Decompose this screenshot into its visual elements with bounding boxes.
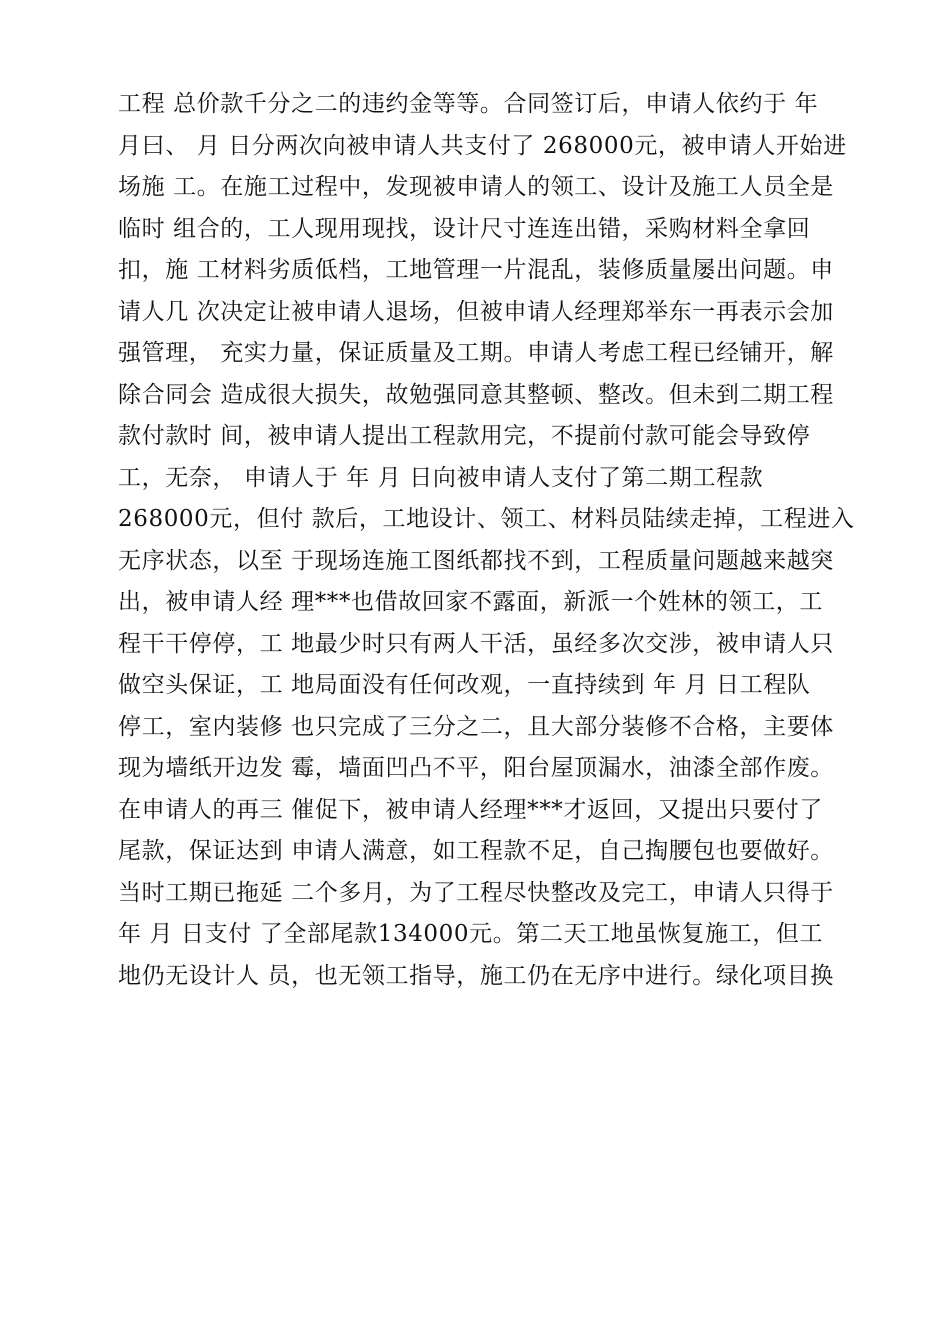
text-line: 出，被申请人经 理***也借故回家不露面，新派一个姓林的领工，工 [118, 589, 824, 615]
body-text [118, 84, 858, 997]
text-line: 工程 总价款千分之二的违约金等等。合同签订后，申请人依约于 年 [118, 91, 819, 117]
text-line: 尾款，保证达到 申请人满意，如工程款不足，自己掏腰包也要做好。 [118, 838, 834, 864]
text-line: 月曰、 月 日分两次向被申请人共支付了 268000元，被申请人开始进 [118, 132, 847, 159]
text-line: 场施 工。在施工过程中，发现被申请人的领工、设计及施工人员全是 [118, 174, 834, 200]
text-line: 临时 组合的，工人现用现找，设计尺寸连连出错，采购材料全拿回 [118, 215, 811, 242]
text-line: 请人几 次决定让被申请人退场，但被申请人经理郑举东一再表示会加 [118, 298, 834, 325]
text-line: 年 月 日支付 了全部尾款134000元。第二天工地虽恢复施工，但工 [118, 921, 824, 947]
text-line: 当时工期已拖延 二个多月，为了工程尽快整改及完工，申请人只得于 [118, 879, 834, 906]
text-line: 无序状态，以至 于现场连施工图纸都找不到，工程质量问题越来越突 [118, 547, 834, 574]
text-line: 扣，施 工材料劣质低档，工地管理一片混乱，装修质量屡出问题。申 [118, 257, 834, 283]
text-line: 停工，室内装修 也只完成了三分之二，且大部分装修不合格，主要体 [118, 713, 834, 740]
text-line: 做空头保证，工 地局面没有任何改观，一直持续到 年 月 日工程队 [118, 672, 811, 698]
text-line: 工，无奈， 申请人于 年 月 日向被申请人支付了第二期工程款 [118, 464, 764, 491]
text-line: 强管理， 充实力量，保证质量及工期。申请人考虑工程已经铺开，解 [118, 340, 834, 366]
text-line: 程干干停停，工 地最少时只有两人干活，虽经多次交涉，被申请人只 [118, 630, 834, 657]
text-line: 地仍无设计人 员，也无领工指导，施工仍在无序中进行。绿化项目换 [118, 962, 834, 989]
text-line: 除合同会 造成很大损失，故勉强同意其整顿、整改。但未到二期工程 [118, 381, 834, 408]
text-line: 款付款时 间，被申请人提出工程款用完，不提前付款可能会导致停 [118, 423, 811, 449]
text-line: 268000元，但付 款后，工地设计、领工、材料员陆续走掉，工程进入 [118, 506, 855, 532]
text-line: 现为墙纸开边发 霉，墙面凹凸不平，阳台屋顶漏水，油漆全部作废。 [118, 755, 834, 781]
text-line: 在申请人的再三 催促下，被申请人经理***才返回，又提出只要付了 [118, 796, 824, 823]
